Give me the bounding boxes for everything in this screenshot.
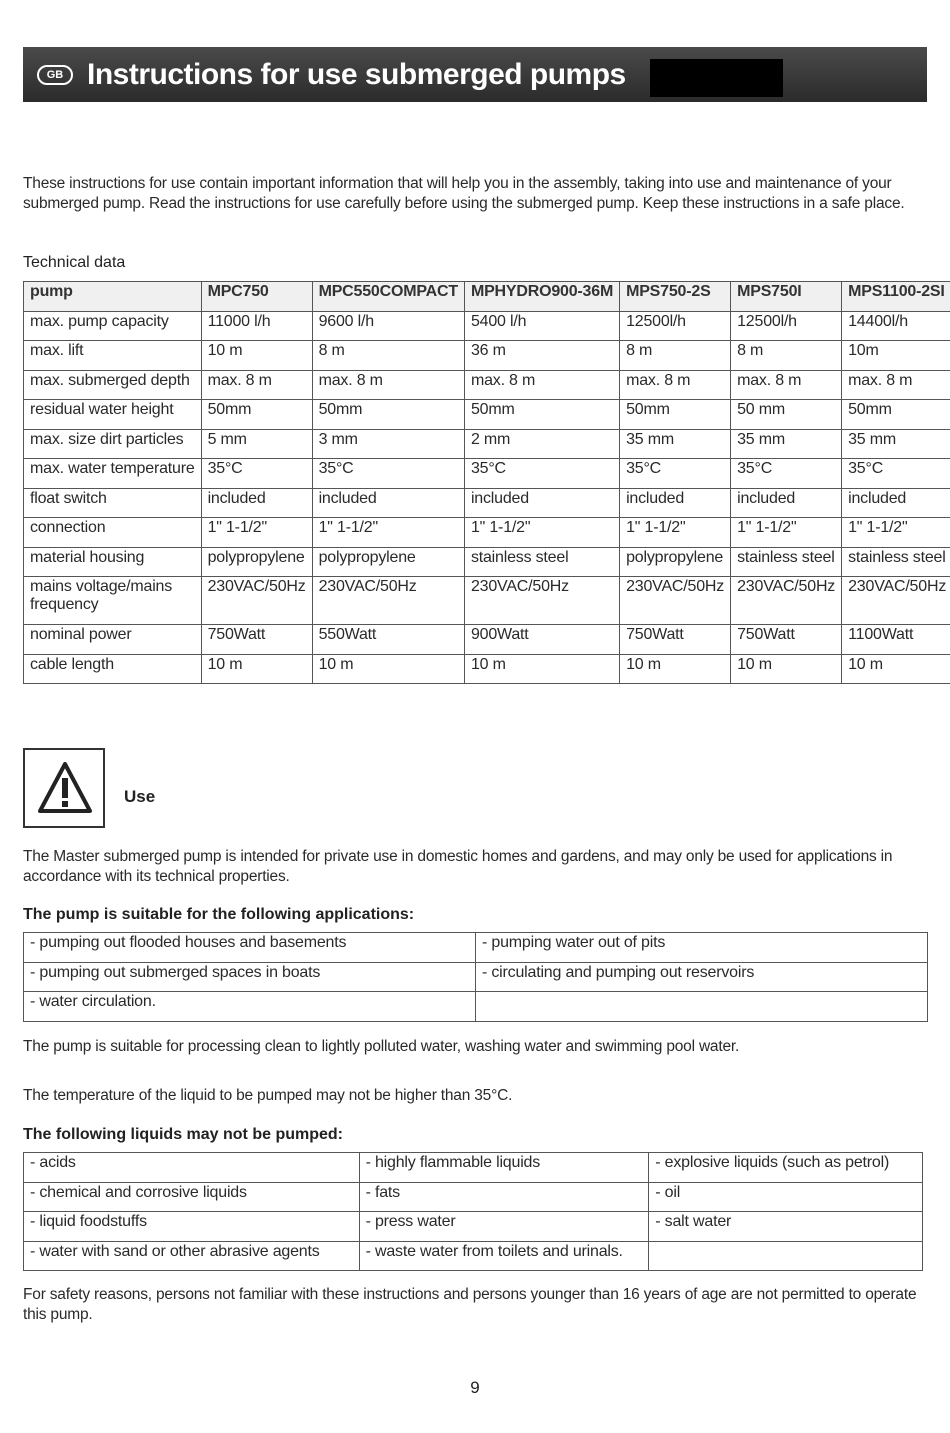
table-row	[24, 1182, 923, 1212]
page-number: 9	[470, 1378, 480, 1397]
table-cell: 5400 l/h	[464, 311, 619, 341]
table-cell: - explosive liquids (such as petrol)	[649, 1153, 923, 1183]
table-cell: max. 8 m	[464, 370, 619, 400]
table-cell: 50mm	[464, 400, 619, 430]
table-cell: material housing	[24, 547, 202, 577]
table-cell: 1" 1-1/2"	[731, 518, 842, 548]
table-cell: max. water temperature	[24, 459, 202, 489]
liquids-heading: The following liquids may not be pumped:	[23, 1126, 343, 1143]
table-cell: max. size dirt particles	[24, 429, 202, 459]
table-cell: included	[731, 488, 842, 518]
table-cell: 35 mm	[620, 429, 731, 459]
table-cell: 1" 1-1/2"	[201, 518, 312, 548]
table-cell: 11000 l/h	[201, 311, 312, 341]
table-cell: 750Watt	[620, 625, 731, 655]
table-cell: 50 mm	[731, 400, 842, 430]
table-cell: stainless steel	[464, 547, 619, 577]
table-row	[24, 311, 950, 341]
table-cell: 10 m	[464, 654, 619, 684]
table-cell: cable length	[24, 654, 202, 684]
table-cell: 1" 1-1/2"	[312, 518, 464, 548]
table-cell: max. 8 m	[312, 370, 464, 400]
table-row	[24, 459, 950, 489]
table-cell: 35°C	[731, 459, 842, 489]
table-cell: - water circulation.	[24, 992, 476, 1022]
table-cell: 50mm	[201, 400, 312, 430]
table-cell: - highly flammable liquids	[359, 1153, 649, 1183]
table-row	[24, 962, 928, 992]
table-cell: 750Watt	[201, 625, 312, 655]
table-cell: pump	[24, 282, 202, 312]
table-cell: 230VAC/50Hz	[201, 577, 312, 625]
table-row	[24, 577, 950, 625]
table-cell: MPC750	[201, 282, 312, 312]
table-cell: - fats	[359, 1182, 649, 1212]
table-cell: MPS1100-2SI	[842, 282, 950, 312]
table-cell: included	[201, 488, 312, 518]
table-cell: max. 8 m	[731, 370, 842, 400]
table-cell: max. pump capacity	[24, 311, 202, 341]
table-cell: 10 m	[312, 654, 464, 684]
table-cell: included	[312, 488, 464, 518]
applications-table	[23, 932, 928, 1022]
table-row	[24, 547, 950, 577]
table-cell: 10 m	[842, 654, 950, 684]
table-cell: 14400l/h	[842, 311, 950, 341]
table-cell	[476, 992, 928, 1022]
table-cell: - chemical and corrosive liquids	[24, 1182, 360, 1212]
temperature-paragraph: The temperature of the liquid to be pumped may not be higher than 35°C.	[23, 1087, 513, 1104]
table-cell: nominal power	[24, 625, 202, 655]
table-cell: - oil	[649, 1182, 923, 1212]
table-cell: 230VAC/50Hz	[731, 577, 842, 625]
warning-triangle-icon	[37, 760, 93, 816]
table-cell: included	[620, 488, 731, 518]
table-cell	[649, 1241, 923, 1271]
table-cell: 50mm	[842, 400, 950, 430]
table-cell: 10 m	[201, 654, 312, 684]
table-row	[24, 933, 928, 963]
header-bar	[23, 47, 927, 102]
table-cell: 2 mm	[464, 429, 619, 459]
table-cell: 35°C	[312, 459, 464, 489]
table-cell: mains voltage/mains frequency	[24, 577, 202, 625]
table-cell: 9600 l/h	[312, 311, 464, 341]
table-cell: 10 m	[731, 654, 842, 684]
table-row	[24, 625, 950, 655]
table-row	[24, 400, 950, 430]
page-title: Instructions for use submerged pumps	[87, 57, 626, 91]
suitable-paragraph: The pump is suitable for processing clean to lightly polluted water, washing water and swimming pool water.	[23, 1038, 740, 1055]
table-cell: 50mm	[620, 400, 731, 430]
table-cell: 12500l/h	[731, 311, 842, 341]
table-cell: 35 mm	[731, 429, 842, 459]
table-cell: 3 mm	[312, 429, 464, 459]
table-row	[24, 518, 950, 548]
table-row	[24, 488, 950, 518]
table-cell: MPC550COMPACT	[312, 282, 464, 312]
table-cell: max. 8 m	[842, 370, 950, 400]
use-heading: Use	[124, 787, 156, 806]
applications-heading: The pump is suitable for the following applications:	[23, 906, 415, 923]
table-cell: polypropylene	[312, 547, 464, 577]
gb-badge: GB	[37, 65, 73, 85]
table-cell: stainless steel	[842, 547, 950, 577]
table-cell: 35 mm	[842, 429, 950, 459]
table-cell: - pumping water out of pits	[476, 933, 928, 963]
table-cell: 5 mm	[201, 429, 312, 459]
table-row	[24, 1241, 923, 1271]
table-row	[24, 429, 950, 459]
table-cell: - pumping out flooded houses and basements	[24, 933, 476, 963]
table-cell: 35°C	[464, 459, 619, 489]
table-cell: included	[464, 488, 619, 518]
table-cell: - water with sand or other abrasive agents	[24, 1241, 360, 1271]
table-cell: 8 m	[312, 341, 464, 371]
table-cell: residual water height	[24, 400, 202, 430]
warning-box	[23, 748, 105, 828]
table-cell: 12500l/h	[620, 311, 731, 341]
table-cell: - waste water from toilets and urinals.	[359, 1241, 649, 1271]
table-cell: float switch	[24, 488, 202, 518]
table-cell: 10m	[842, 341, 950, 371]
table-cell: 230VAC/50Hz	[312, 577, 464, 625]
table-cell: stainless steel	[731, 547, 842, 577]
table-cell: 1100Watt	[842, 625, 950, 655]
table-cell: max. 8 m	[620, 370, 731, 400]
table-cell: max. 8 m	[201, 370, 312, 400]
table-row	[24, 370, 950, 400]
table-cell: - pumping out submerged spaces in boats	[24, 962, 476, 992]
table-row	[24, 654, 950, 684]
table-row	[24, 1212, 923, 1242]
table-cell: MPHYDRO900-36M	[464, 282, 619, 312]
table-cell: 550Watt	[312, 625, 464, 655]
table-cell: 1" 1-1/2"	[620, 518, 731, 548]
table-cell: max. submerged depth	[24, 370, 202, 400]
table-cell: 230VAC/50Hz	[842, 577, 950, 625]
use-paragraph: The Master submerged pump is intended for private use in domestic homes and gardens, and may only be used for applications in accordance with its technical properties.	[23, 848, 893, 885]
table-cell: 1" 1-1/2"	[464, 518, 619, 548]
table-row	[24, 282, 950, 312]
table-row	[24, 992, 928, 1022]
table-cell: 230VAC/50Hz	[464, 577, 619, 625]
table-cell: 8 m	[731, 341, 842, 371]
table-cell: - acids	[24, 1153, 360, 1183]
table-cell: - liquid foodstuffs	[24, 1212, 360, 1242]
table-cell: - circulating and pumping out reservoirs	[476, 962, 928, 992]
table-cell: 36 m	[464, 341, 619, 371]
table-cell: 50mm	[312, 400, 464, 430]
table-cell: MPS750I	[731, 282, 842, 312]
table-cell: 35°C	[842, 459, 950, 489]
table-cell: included	[842, 488, 950, 518]
table-cell: 35°C	[201, 459, 312, 489]
table-cell: connection	[24, 518, 202, 548]
table-cell: 1" 1-1/2"	[842, 518, 950, 548]
safety-paragraph: For safety reasons, persons not familiar with these instructions and persons younger than 16 years of age are not permitted to operate this pump.	[23, 1286, 917, 1323]
table-cell: - press water	[359, 1212, 649, 1242]
table-cell: 900Watt	[464, 625, 619, 655]
table-cell: max. lift	[24, 341, 202, 371]
redacted-box	[650, 59, 783, 97]
liquids-table	[23, 1152, 923, 1271]
table-cell: 35°C	[620, 459, 731, 489]
table-cell: 230VAC/50Hz	[620, 577, 731, 625]
table-cell: 10 m	[620, 654, 731, 684]
table-row	[24, 341, 950, 371]
table-cell: MPS750-2S	[620, 282, 731, 312]
table-cell: 10 m	[201, 341, 312, 371]
table-cell: 750Watt	[731, 625, 842, 655]
table-cell: polypropylene	[620, 547, 731, 577]
technical-data-table	[23, 281, 950, 684]
table-cell: - salt water	[649, 1212, 923, 1242]
table-cell: polypropylene	[201, 547, 312, 577]
intro-paragraph: These instructions for use contain important information that will help you in the assembly, taking into use and maintenance of your submerged pump. Read the instructions for use carefully before using the submerged pump. Keep these instructions in a safe place.	[23, 175, 905, 212]
technical-data-heading: Technical data	[23, 254, 126, 271]
table-cell: 8 m	[620, 341, 731, 371]
table-row	[24, 1153, 923, 1183]
